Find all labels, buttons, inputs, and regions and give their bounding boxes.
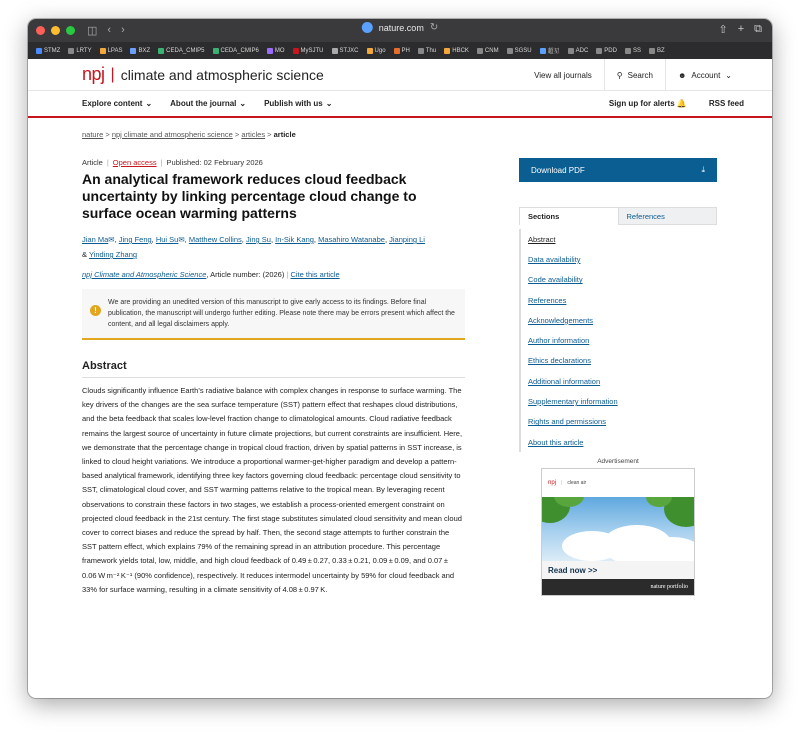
- section-link[interactable]: Acknowledgements: [528, 315, 594, 325]
- advertisement-banner[interactable]: npj | clean air Read now >> nature portfolio: [541, 468, 695, 596]
- breadcrumb-nature[interactable]: nature: [82, 130, 104, 139]
- bookmark-item[interactable]: Ugo: [367, 48, 386, 54]
- bookmark-icon: [213, 48, 219, 54]
- reload-icon[interactable]: ↻: [429, 22, 439, 33]
- ad-npj-badge: npj: [548, 480, 557, 487]
- author-link[interactable]: Jing Su: [245, 235, 271, 244]
- tab-overview-icon[interactable]: ⧉: [754, 23, 762, 35]
- bookmark-item[interactable]: STMZ: [36, 48, 60, 54]
- warning-icon: !: [90, 305, 101, 316]
- nature-portfolio-logo: nature portfolio: [542, 579, 694, 595]
- section-link[interactable]: Author information: [528, 336, 590, 346]
- chevron-down-icon: ⌄: [239, 99, 247, 108]
- bookmarks-bar: [28, 42, 772, 59]
- download-pdf-button[interactable]: Download PDF ⤓: [519, 158, 717, 182]
- bookmark-item[interactable]: LRTY: [68, 48, 91, 54]
- bookmark-icon: [68, 48, 74, 54]
- address-bar[interactable]: [362, 22, 438, 33]
- bookmark-icon: [267, 48, 273, 54]
- bookmark-item[interactable]: STJXC: [332, 48, 359, 54]
- article-title: An analytical framework reduces cloud feedback uncertainty by linking percentage cloud change to surface ocean warming patterns: [82, 171, 417, 221]
- tab-sections[interactable]: Sections: [519, 207, 618, 225]
- abstract-text: Clouds significantly influence Earth’s radiative balance with complex changes in response to surface warming. The key drivers of the changes are the sea surface temperature (SST) pattern effect that reshapes cloud distributions, and the beta feedback that scales low-level fraction change to climatological amounts. Cloud radiative feedback remains the largest source of uncertainty in future climate projections, but current constraints are insufficient. Here, we demonstrate that the percentage change in tropical cloud fraction, driven by spatial patterns in SST increase, is linked to cloud height variations. We introduce a proportional warmer-get-higher paradigm and develop a pattern-based analytical framework, identifying three key factors governing cloud feedback: percentage cloud sensitivity to SST, climatological cloud cover, and SST warming patterns relative to the tropical mean. By leveraging recent observations to constrain these factors in two stages, we establish a process-oriented emergent constraint on projected cloud feedback in the 21st century. The first stage substitutes simulated cloud sensitivity and mean cloud cover to correct biases and reduce the spread by half. Then, the second stage attempts to further constrain the SST pattern effect, which explains 79% of the remaining spread in an attribution procedure. This percentage framework yields total, low, middle, and high cloud feedback of 0.49 ± 0.27, 0.33 ± 0.21, 0.09 ± 0.09, and 0.07 ± 0.06 W m⁻² K⁻¹ (90% confidence), respectively. It reduces intermodel uncertainty by 59% for cloud feedback and 33% for surface warming, resulting in a climate sensitivity of 4.08 ± 0.97 K.: [82, 386, 463, 594]
- about-journal-menu[interactable]: About the journal ⌄: [170, 99, 247, 108]
- bookmark-item[interactable]: CNM: [477, 48, 499, 54]
- section-link[interactable]: Supplementary information: [528, 397, 618, 407]
- section-link[interactable]: Rights and permissions: [528, 417, 606, 427]
- bookmark-icon: [394, 48, 400, 54]
- bookmark-item[interactable]: CEDA_CMIP6: [213, 48, 259, 54]
- bookmark-icon: [367, 48, 373, 54]
- ad-sky-image: [542, 497, 694, 561]
- journal-name-link[interactable]: npj Climate and Atmospheric Science: [82, 270, 207, 279]
- bookmark-icon: [507, 48, 513, 54]
- section-link[interactable]: Data availability: [528, 254, 581, 264]
- article-number: , Article number: (2026): [206, 270, 285, 279]
- bookmark-icon: [100, 48, 106, 54]
- bookmark-icon: [568, 48, 574, 54]
- section-link[interactable]: Additional information: [528, 376, 601, 386]
- chevron-down-icon: ⌄: [145, 99, 153, 108]
- site-header: [28, 59, 772, 91]
- new-tab-icon[interactable]: +: [737, 23, 745, 35]
- breadcrumb-current: article: [273, 130, 296, 139]
- author-link[interactable]: In-Sik Kang: [275, 235, 314, 244]
- cite-article-link[interactable]: Cite this article: [290, 270, 340, 279]
- sidebar-tabs: [519, 207, 717, 225]
- sign-up-alerts-link[interactable]: Sign up for alerts 🔔: [608, 99, 687, 108]
- account-button[interactable]: ☻ Account ⌄: [665, 59, 744, 91]
- view-all-journals-link[interactable]: View all journals: [534, 70, 592, 80]
- journal-nav: [28, 91, 772, 118]
- section-link[interactable]: Abstract: [528, 234, 556, 244]
- journal-title[interactable]: climate and atmospheric science: [120, 66, 324, 83]
- breadcrumb-articles[interactable]: articles: [241, 130, 266, 139]
- author-link[interactable]: Hui Su: [155, 235, 179, 244]
- article-type: Article: [82, 158, 103, 167]
- article-meta: Article | Open access | Published: 02 February 2026: [82, 158, 263, 167]
- bookmark-item[interactable]: BZ: [649, 48, 665, 54]
- section-list: [519, 229, 717, 452]
- author-link[interactable]: Jing Feng: [118, 235, 152, 244]
- breadcrumb: nature > npj climate and atmospheric science > articles > article: [82, 130, 296, 139]
- email-icon[interactable]: ✉: [178, 235, 185, 244]
- close-window-button[interactable]: [36, 26, 45, 35]
- window-controls: [36, 26, 75, 35]
- abstract-heading: Abstract: [82, 360, 465, 378]
- article-sidebar: [519, 158, 717, 596]
- bookmark-item[interactable]: Thu: [418, 48, 436, 54]
- bookmark-item[interactable]: PH: [394, 48, 410, 54]
- browser-titlebar: [28, 19, 772, 42]
- bookmark-icon: [540, 48, 546, 54]
- author-link[interactable]: Yinding Zhang: [88, 250, 138, 259]
- download-icon: ⤓: [701, 165, 705, 174]
- breadcrumb-journal[interactable]: npj climate and atmospheric science: [111, 130, 233, 139]
- ad-read-now-link[interactable]: Read now >>: [542, 561, 694, 579]
- bookmark-item[interactable]: SS: [625, 48, 641, 54]
- share-icon[interactable]: ⇧: [718, 24, 728, 36]
- user-icon: ☻: [677, 70, 687, 80]
- maximize-window-button[interactable]: [66, 26, 75, 35]
- back-icon[interactable]: ‹: [107, 24, 112, 36]
- bookmark-item[interactable]: PDD: [596, 48, 617, 54]
- section-link[interactable]: About this article: [528, 437, 584, 447]
- bookmark-icon: [158, 48, 164, 54]
- bookmark-item[interactable]: HBCK: [444, 48, 469, 54]
- bookmark-icon: [332, 48, 338, 54]
- journal-citation: npj Climate and Atmospheric Science, Article number: (2026) | Cite this article: [82, 270, 340, 279]
- bookmark-item[interactable]: CEDA_CMIP5: [158, 48, 204, 54]
- bookmark-item[interactable]: ADC: [568, 48, 589, 54]
- advertisement-label: Advertisement: [597, 458, 639, 466]
- bookmark-item[interactable]: BXZ: [130, 48, 150, 54]
- minimize-window-button[interactable]: [51, 26, 60, 35]
- privacy-shield-icon[interactable]: [362, 22, 373, 33]
- bookmark-icon: [596, 48, 602, 54]
- rss-feed-link[interactable]: RSS feed: [708, 99, 744, 108]
- chevron-down-icon: ⌄: [325, 99, 333, 108]
- publish-with-us-menu[interactable]: Publish with us ⌄: [264, 99, 333, 108]
- bookmark-icon: [418, 48, 424, 54]
- unedited-notice: [82, 289, 465, 340]
- article-column: [82, 158, 465, 597]
- url-text[interactable]: nature.com: [378, 22, 424, 33]
- section-link[interactable]: Ethics declarations: [528, 356, 591, 366]
- bookmark-item[interactable]: MO: [267, 48, 285, 54]
- section-link[interactable]: References: [528, 295, 567, 305]
- bookmark-item[interactable]: 超星: [540, 46, 560, 55]
- bookmark-item[interactable]: SGSU: [507, 48, 532, 54]
- author-link[interactable]: Matthew Collins: [188, 235, 242, 244]
- bookmark-icon: [36, 48, 42, 54]
- bookmark-icon: [293, 48, 299, 54]
- bookmark-icon: [444, 48, 450, 54]
- author-link[interactable]: Masahiro Watanabe: [318, 235, 385, 244]
- search-button[interactable]: ⚲ Search: [604, 59, 665, 91]
- bookmark-item[interactable]: MySJTU: [293, 48, 324, 54]
- email-icon[interactable]: ✉: [108, 235, 115, 244]
- tab-references[interactable]: References: [618, 207, 718, 225]
- bookmark-icon: [625, 48, 631, 54]
- ad-topic: clean air: [567, 480, 587, 487]
- bell-icon: 🔔: [676, 99, 687, 108]
- author-ampersand: &: [82, 250, 88, 259]
- author-link[interactable]: Jianping Li: [389, 235, 425, 244]
- published-date: Published: 02 February 2026: [166, 158, 263, 167]
- browser-window: [28, 19, 772, 698]
- author-list: Jian Ma✉, Jing Feng, Hui Su✉, Matthew Collins, Jing Su, In-Sik Kang, Masahiro Watanabe, Jianping Li & Yinding Zhang: [82, 235, 425, 259]
- open-access-link[interactable]: Open access: [112, 158, 157, 167]
- bookmark-icon: [130, 48, 136, 54]
- bookmark-item[interactable]: LPAS: [100, 48, 123, 54]
- search-icon: ⚲: [616, 70, 623, 80]
- forward-icon[interactable]: ›: [121, 24, 125, 36]
- sidebar-toggle-icon[interactable]: ◫: [87, 25, 98, 37]
- bookmark-icon: [477, 48, 483, 54]
- npj-logo[interactable]: npj: [82, 64, 105, 84]
- chevron-down-icon: ⌄: [725, 70, 732, 80]
- logo-separator: |: [110, 65, 115, 83]
- section-link[interactable]: Code availability: [528, 275, 583, 285]
- notice-text: We are providing an unedited version of this manuscript to give early access to its findings. Before final publication, the manuscript will undergo further editing. Please note there may be errors present which affect the content, and all legal disclaimers apply.: [108, 299, 455, 328]
- author-link[interactable]: Jian Ma: [82, 235, 109, 244]
- bookmark-icon: [649, 48, 655, 54]
- explore-content-menu[interactable]: Explore content ⌄: [82, 99, 153, 108]
